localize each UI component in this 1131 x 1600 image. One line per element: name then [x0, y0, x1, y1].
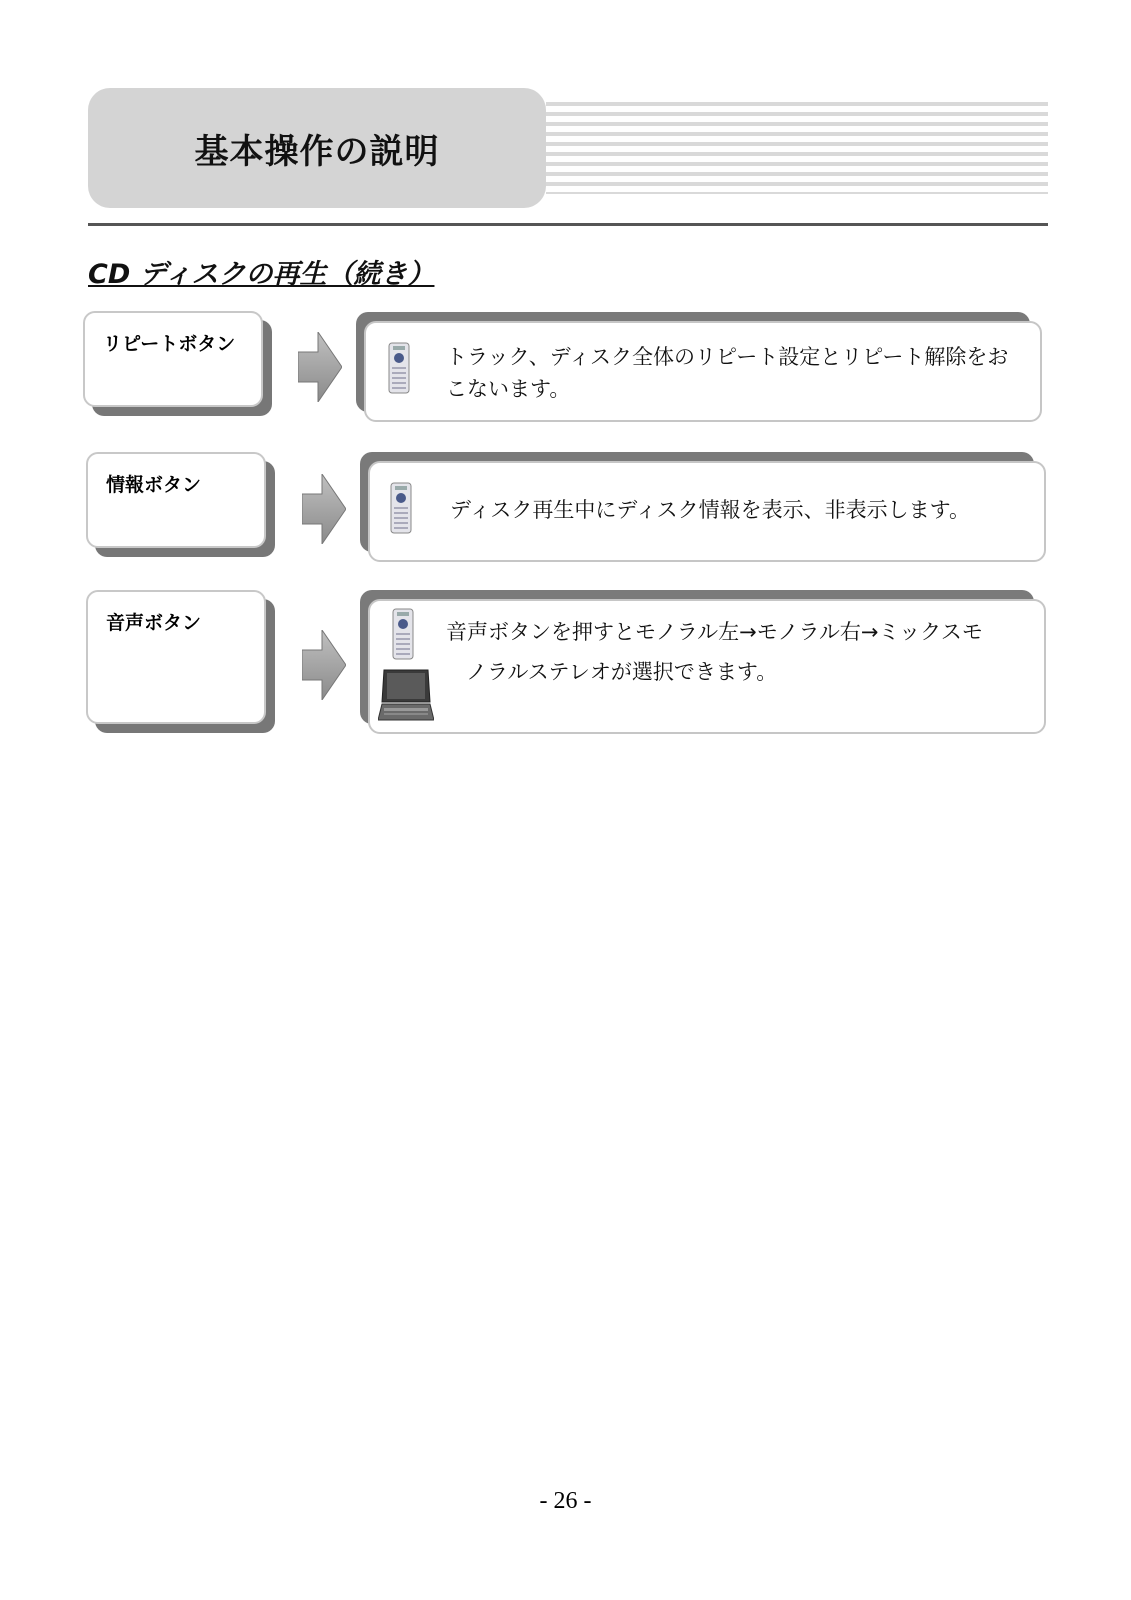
portable-player-icon	[378, 668, 434, 728]
header-stripes	[546, 102, 1048, 194]
remote-control-icon	[388, 342, 410, 398]
page-title: 基本操作の説明	[194, 131, 440, 172]
repeat-description: トラック、ディスク全体のリピート設定とリピート解除をおこないます。	[446, 345, 1009, 401]
remote-control-icon	[392, 608, 414, 664]
audio-button-label-box	[86, 590, 266, 724]
repeat-description-box	[356, 312, 1042, 422]
info-button-label-box	[86, 452, 266, 548]
repeat-button-label: リピートボタン	[103, 333, 236, 355]
page-number: - 26 -	[539, 1488, 592, 1514]
audio-button-label: 音声ボタン	[106, 612, 202, 634]
repeat-button-label-box	[83, 311, 263, 407]
info-description-box	[360, 452, 1046, 562]
audio-description-box	[360, 590, 1046, 734]
info-description: ディスク再生中にディスク情報を表示、非表示します。	[450, 498, 970, 522]
info-button-label: 情報ボタン	[106, 474, 202, 496]
header-rule	[88, 223, 1048, 226]
section-title: CD ディスクの再生（続き）	[88, 259, 435, 290]
audio-description-line2: ノラルステレオが選択できます。	[466, 660, 778, 684]
audio-description	[446, 612, 1036, 692]
title-tab	[88, 88, 546, 208]
audio-description-line1: 音声ボタンを押すとモノラル左→モノラル右→ミックスモ	[446, 620, 983, 644]
remote-control-icon	[390, 482, 412, 538]
